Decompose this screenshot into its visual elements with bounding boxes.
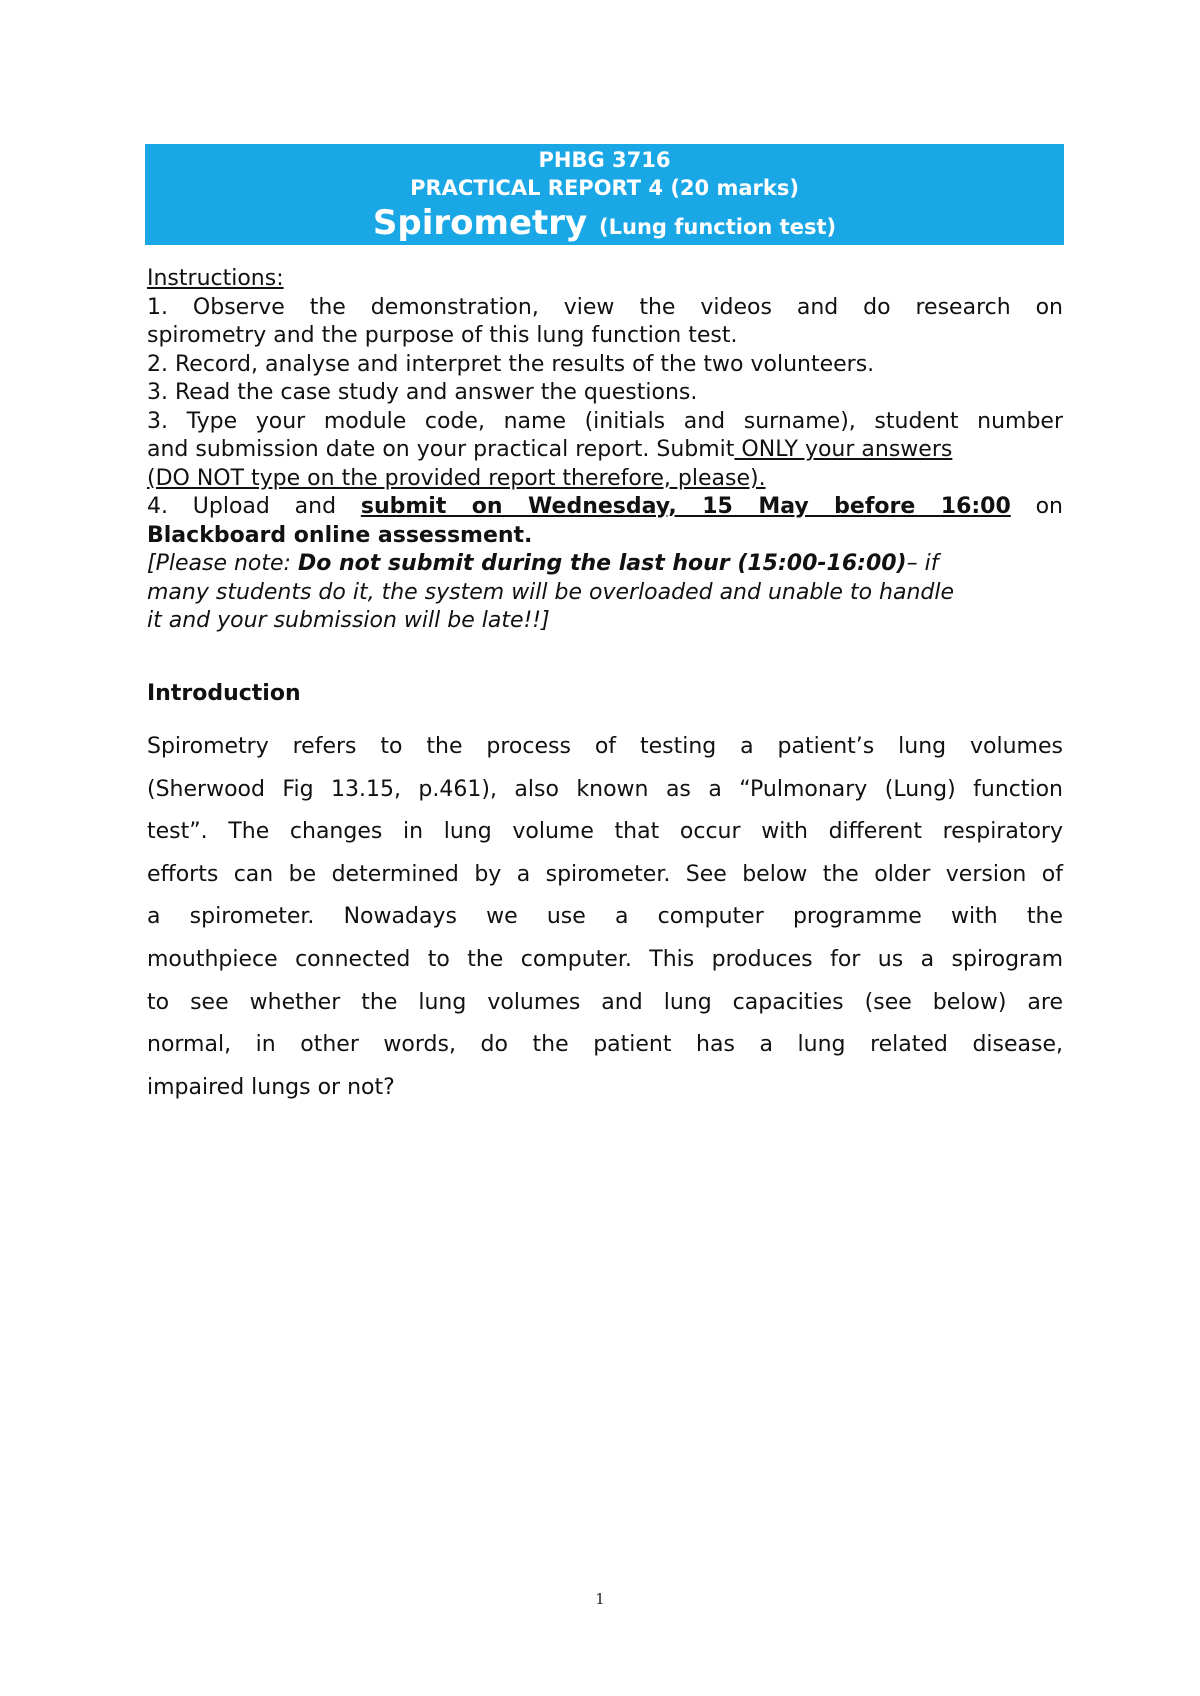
intro-line: a spirometer. Nowadays we use a computer programme with the <box>147 904 1063 930</box>
page-number: 1 <box>595 1590 605 1608</box>
intro-line: normal, in other words, do the patient has a lung related disease, <box>147 1032 1063 1058</box>
submission-deadline: submit on Wednesday, 15 May before 16:00 <box>360 494 1011 519</box>
instruction-4-line-1: 3. Type your module code, name (initials and surname), student number <box>147 408 1063 434</box>
intro-line: to see whether the lung volumes and lung capacities (see below) are <box>147 989 1063 1015</box>
instruction-2: 2. Record, analyse and interpret the results of the two volunteers. <box>147 351 875 377</box>
course-code: PHBG 3716 <box>538 148 671 172</box>
intro-line: test”. The changes in lung volume that occur with different respiratory <box>147 819 1063 845</box>
intro-line: efforts can be determined by a spirometer. See below the older version of <box>147 861 1063 887</box>
main-title <box>145 202 1064 248</box>
instruction-5-prefix: 4. Upload and <box>147 494 361 519</box>
instruction-4-line-3: (DO NOT type on the provided report therefore, please). <box>147 465 766 491</box>
instruction-5-line-1 <box>147 493 1063 522</box>
note-suffix: – if <box>906 551 939 576</box>
instruction-1-line-2: spirometry and the purpose of this lung function test. <box>147 323 738 348</box>
note-warning: Do not submit during the last hour (15:00-16:00) <box>297 551 907 576</box>
introduction-heading: Introduction <box>147 681 301 706</box>
instructions-section <box>147 265 1063 636</box>
intro-line: (Sherwood Fig 13.15, p.461), also known as a “Pulmonary (Lung) function <box>147 776 1063 802</box>
instruction-1-line-1: 1. Observe the demonstration, view the videos and do research on <box>147 294 1063 320</box>
note-line-1 <box>147 550 1063 579</box>
report-title: PRACTICAL REPORT 4 (20 marks) <box>410 176 799 200</box>
instruction-5-suffix: on <box>1010 494 1063 519</box>
instruction-4-line-2 <box>147 436 1063 465</box>
intro-line: mouthpiece connected to the computer. This produces for us a spirogram <box>147 946 1063 972</box>
intro-line: Spirometry refers to the process of testing a patient’s lung volumes <box>147 734 1063 759</box>
instruction-5-line-2: Blackboard online assessment. <box>147 522 533 548</box>
instruction-4-line-2-text: and submission date on your practical report. Submit <box>147 437 735 462</box>
note-prefix: [Please note: <box>147 551 298 576</box>
main-subtitle: (Lung function test) <box>599 215 837 239</box>
title-banner <box>145 144 1064 245</box>
introduction-body <box>147 726 1063 1109</box>
only-answers-emphasis: ONLY your answers <box>734 437 953 462</box>
instructions-heading: Instructions: <box>147 266 284 291</box>
intro-line: impaired lungs or not? <box>147 1074 395 1100</box>
instruction-3: 3. Read the case study and answer the questions. <box>147 380 698 405</box>
note-line-2: many students do it, the system will be overloaded and unable to handle <box>147 579 954 605</box>
note-line-3: it and your submission will be late!!] <box>147 608 550 633</box>
main-title-text: Spirometry <box>372 203 588 243</box>
